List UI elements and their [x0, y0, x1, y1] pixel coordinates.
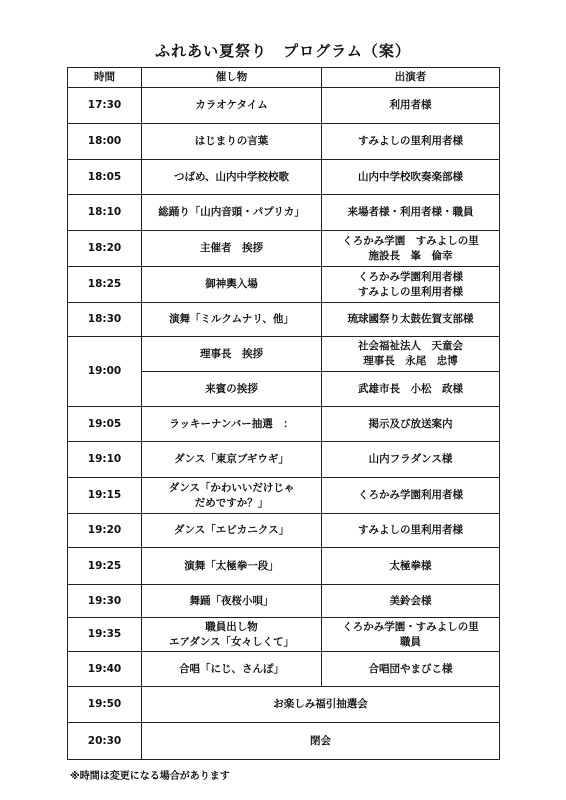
time-cell: 18:00 — [68, 124, 142, 160]
table-row — [68, 337, 500, 372]
performer-cell — [322, 372, 500, 407]
table-row — [68, 407, 500, 442]
event-cell — [142, 267, 322, 303]
performer-line: 琉球國祭り太鼓佐賀支部様 — [347, 313, 474, 325]
time-cell: 19:05 — [68, 407, 142, 442]
event-line: 演舞「ミルクムナリ、他」 — [169, 313, 294, 325]
event-line: 総踊り「山内音頭・パプリカ」 — [158, 206, 305, 218]
performer-line: 山内フラダンス様 — [368, 453, 453, 465]
event-cell — [142, 303, 322, 337]
performer-line: 山内中学校吹奏楽部様 — [358, 170, 463, 183]
performer-cell — [322, 442, 500, 478]
event-cell — [142, 514, 322, 548]
table-row — [68, 585, 500, 618]
time-cell: 19:30 — [68, 585, 142, 618]
table-row — [68, 652, 500, 687]
performer-line: 美鈴会様 — [389, 594, 432, 607]
event-line: 来賓の挨拶 — [205, 382, 258, 395]
event-cell — [142, 88, 322, 124]
table-row — [68, 723, 500, 760]
time-cell: 18:25 — [68, 267, 142, 303]
table-row — [68, 124, 500, 160]
performer-cell — [322, 160, 500, 195]
performer-line: すみよしの里利用者様 — [358, 285, 463, 298]
event-line: ラッキーナンバー抽選 ： — [169, 417, 294, 430]
performer-cell — [322, 231, 500, 267]
performer-cell — [322, 88, 500, 124]
time-cell: 19:50 — [68, 687, 142, 723]
time-cell: 18:20 — [68, 231, 142, 267]
event-cell — [142, 478, 322, 514]
header-time: 時間 — [68, 68, 142, 88]
performer-cell — [322, 548, 500, 585]
table-row — [68, 303, 500, 337]
performer-cell — [322, 618, 500, 652]
performer-line: すみよしの里利用者様 — [358, 135, 463, 147]
performer-cell — [322, 124, 500, 160]
event-cell — [142, 585, 322, 618]
performer-line: 合唱団やまびこ様 — [368, 662, 453, 675]
event-line: 職員出し物 — [205, 620, 258, 633]
table-body — [68, 88, 500, 760]
footnote: ※時間は変更になる場合があります — [70, 771, 230, 782]
event-line: ダンス「エビカニクス」 — [173, 524, 290, 536]
performer-cell — [322, 303, 500, 337]
time-cell: 19:00 — [68, 337, 142, 407]
merged-event-cell: お楽しみ福引抽選会 — [142, 687, 500, 723]
performer-line: 理事長 永尾 忠博 — [363, 355, 458, 367]
table-row — [68, 514, 500, 548]
table-row — [68, 687, 500, 723]
time-cell: 19:15 — [68, 478, 142, 514]
event-line: 合唱「にじ、さんぽ」 — [179, 662, 284, 675]
performer-line: くろかみ学園利用者様 — [358, 489, 463, 501]
performer-line: 来場者様・利用者様・職員 — [347, 206, 474, 218]
performer-cell — [322, 267, 500, 303]
performer-cell — [322, 514, 500, 548]
table-row — [68, 88, 500, 124]
event-line: カラオケタイム — [195, 99, 268, 111]
performer-cell — [322, 585, 500, 618]
event-cell — [142, 337, 322, 372]
event-cell — [142, 652, 322, 687]
time-cell: 19:40 — [68, 652, 142, 687]
event-line: ダンス「かわいいだけじゃ — [168, 481, 295, 494]
table-row — [68, 478, 500, 514]
performer-cell — [322, 652, 500, 687]
performer-cell — [322, 407, 500, 442]
time-cell: 19:10 — [68, 442, 142, 478]
time-cell: 20:30 — [68, 723, 142, 760]
time-cell: 17:30 — [68, 88, 142, 124]
event-cell — [142, 231, 322, 267]
performer-line: 職員 — [400, 635, 421, 648]
table-row — [68, 267, 500, 303]
table-row — [68, 442, 500, 478]
performer-line: 利用者様 — [389, 99, 432, 111]
performer-line: すみよしの里利用者様 — [358, 524, 463, 536]
event-cell — [142, 407, 322, 442]
performer-cell — [322, 337, 500, 372]
event-cell — [142, 372, 322, 407]
header-performer: 出演者 — [322, 68, 500, 88]
merged-event-cell: 閉会 — [142, 723, 500, 760]
page-title: ふれあい夏祭り プログラム（案） — [155, 42, 411, 60]
event-line: エアダンス「女々しくて」 — [168, 635, 295, 648]
event-cell — [142, 618, 322, 652]
event-line: 舞踊「夜桜小唄」 — [189, 594, 274, 607]
table-row — [68, 231, 500, 267]
event-line: はじまりの言葉 — [194, 135, 269, 147]
time-cell: 18:10 — [68, 195, 142, 231]
time-cell: 19:25 — [68, 548, 142, 585]
event-line: 主催者 挨拶 — [200, 242, 263, 254]
performer-cell — [322, 478, 500, 514]
event-line: だめですか？」 — [194, 496, 269, 509]
event-line: 理事長 挨拶 — [200, 347, 263, 360]
performer-line: 社会福祉法人 天童会 — [358, 340, 463, 352]
program-table — [67, 67, 500, 760]
table-header-row — [68, 68, 500, 88]
header-event: 催し物 — [142, 68, 322, 88]
table-row — [68, 195, 500, 231]
event-cell — [142, 160, 322, 195]
event-line: ダンス「東京ブギウギ」 — [174, 453, 289, 465]
event-cell — [142, 124, 322, 160]
event-cell — [142, 548, 322, 585]
performer-line: 施設長 峯 倫幸 — [368, 249, 453, 262]
table-row — [68, 548, 500, 585]
event-cell — [142, 442, 322, 478]
table-row — [68, 618, 500, 652]
performer-line: くろかみ学園 すみよしの里 — [342, 234, 479, 247]
performer-line: 掲示及び放送案内 — [368, 417, 453, 430]
time-cell: 18:05 — [68, 160, 142, 195]
table-row — [68, 160, 500, 195]
performer-line: 太極拳様 — [389, 559, 432, 572]
event-line: 御神輿入場 — [205, 278, 258, 290]
performer-line: 武雄市長 小松 政様 — [358, 382, 463, 395]
time-cell: 19:35 — [68, 618, 142, 652]
event-cell — [142, 195, 322, 231]
performer-line: くろかみ学園・すみよしの里 — [342, 620, 479, 633]
time-cell: 19:20 — [68, 514, 142, 548]
event-line: つばめ、山内中学校校歌 — [173, 170, 290, 183]
event-line: 演舞「太極拳一段」 — [184, 559, 279, 572]
performer-line: くろかみ学園利用者様 — [358, 270, 463, 283]
time-cell: 18:30 — [68, 303, 142, 337]
performer-cell — [322, 195, 500, 231]
